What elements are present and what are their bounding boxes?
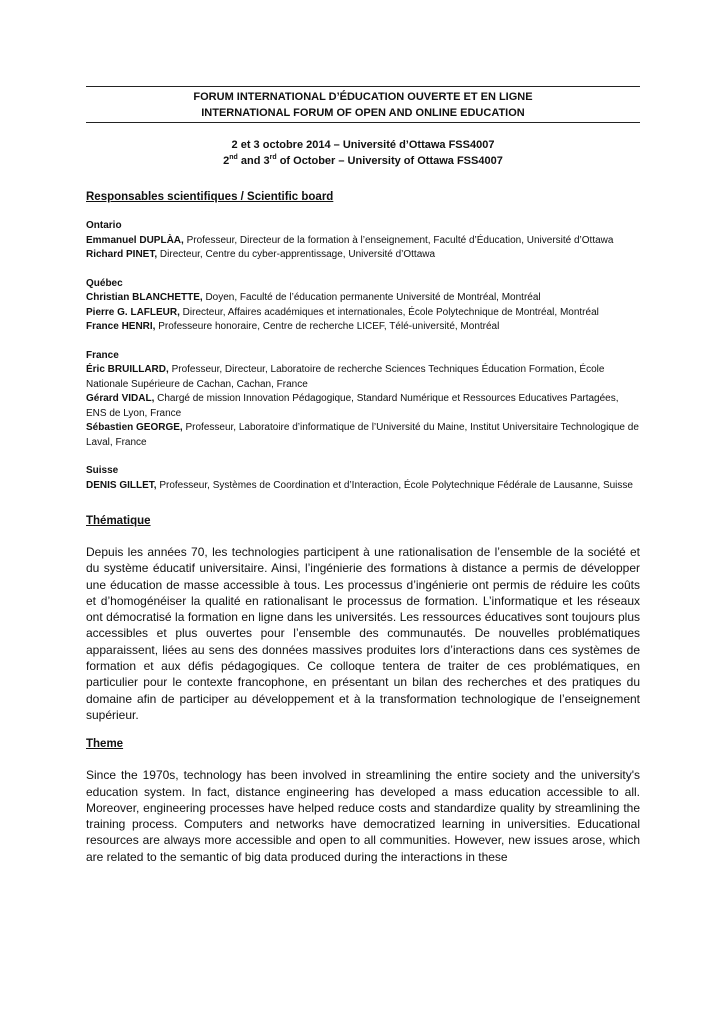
member-role: Directeur, Centre du cyber-apprentissage, Université d’Ottawa — [157, 249, 436, 260]
member-role: Directeur, Affaires académiques et internationales, École Polytechnique de Montréal, Montréal — [179, 306, 599, 318]
board-member — [86, 248, 640, 263]
member-name: Sébastien GEORGE, — [86, 422, 183, 433]
date-english — [86, 153, 640, 169]
date-day1: 2 — [223, 155, 230, 167]
date-and: and 3 — [237, 155, 270, 167]
document-page — [86, 86, 640, 865]
member-name: Pierre G. LAFLEUR, — [86, 306, 180, 318]
member-role: Professeur, Directeur, Laboratoire de recherche Sciences Techniques Éducation Formation, École Nationale Supérieure de Cachan, Cachan, France — [86, 364, 605, 390]
member-role: Professeur, Directeur de la formation à l’enseignement, Faculté d’Éducation, Université d’Ottawa — [183, 234, 614, 246]
member-role: Doyen, Faculté de l’éducation permanente Université de Montréal, Montréal — [202, 292, 541, 303]
member-name: Emmanuel DUPLÀA, — [86, 234, 184, 246]
date-french: 2 et 3 octobre 2014 – Université d’Ottawa FSS4007 — [231, 139, 495, 151]
member-role: Professeur, Systèmes de Coordination et d’Interaction, École Polytechnique Fédérale de Lausanne, Suisse — [156, 479, 633, 491]
thematique-paragraph: Depuis les années 70, les technologies participent à une rationalisation de l’ensemble de la société et du système éducatif universitaire. Ainsi, l’ingénierie des formations à distance a permis de développer une éducation de masse accessible à tous. Les processus d’ingénierie ont permis de réduire les coûts et d’homogénéiser la qualité en rationalisant le processus de formation. L’informatique et les réseaux ont démocratisé la formation en ligne dans les universités. Les ressources éducatives sont toujours plus accessibles et plus ouvertes pour l’ensemble des communautés. De nouvelles problématiques apparaissent, liées au sens des données massives produites lors d’interactions dans ces systèmes de formation et aux défis pédagogiques. Ce colloque tentera de traiter de ces problématiques, en particulier pour le contexte francophone, en présentant un bilan des recherches et des pratiques du domaine afin de participer au développement et à la transformation technologique de l’enseignement supérieur. — [86, 545, 640, 722]
thematique-heading: Thématique — [86, 515, 151, 527]
region-name: Québec — [86, 277, 123, 289]
member-name: Éric BRUILLARD, — [86, 364, 169, 375]
member-role: Chargé de mission Innovation Pédagogique, Standard Numérique et Ressources Educatives Partagées, ENS de Lyon, France — [86, 393, 619, 419]
document-title-block — [86, 86, 640, 123]
board-member — [86, 234, 640, 249]
board-member — [86, 421, 640, 450]
theme-heading: Theme — [86, 738, 124, 751]
region-name: Suisse — [86, 465, 119, 476]
member-name: France HENRI, — [86, 321, 156, 332]
member-name: Richard PINET, — [86, 249, 158, 260]
board-member — [86, 291, 640, 306]
region-quebec — [86, 277, 640, 335]
board-member — [86, 479, 640, 494]
board-member — [86, 306, 640, 321]
region-name: Ontario — [86, 220, 122, 231]
region-france — [86, 349, 640, 451]
title-french: FORUM INTERNATIONAL D’ÉDUCATION OUVERTE ET EN LIGNE — [193, 91, 533, 103]
board-heading: Responsables scientifiques / Scientific board — [86, 191, 334, 203]
date-suffix-rd: rd — [269, 154, 277, 161]
title-english: INTERNATIONAL FORUM OF OPEN AND ONLINE EDUCATION — [201, 107, 525, 119]
board-member — [86, 392, 640, 421]
region-ontario — [86, 219, 640, 263]
board-member — [86, 320, 640, 335]
member-role: Professeur, Laboratoire d’informatique de l’Université du Maine, Institut Universitaire Technologique de Laval, France — [86, 422, 639, 448]
member-name: Christian BLANCHETTE, — [86, 292, 203, 303]
date-suffix-nd: nd — [229, 154, 238, 161]
theme-paragraph: Since the 1970s, technology has been involved in streamlining the entire society and the university's education system. In fact, distance engineering has developed a mass education accessible to all. Moreover, engineering processes have helped reduce costs and standardize quality by streamlining the training process. Computers and networks have democratized learning in universities. Educational resources are always more accessible and open to all communities. However, new issues arose, which are related to the semantic of big data produced during the interactions in these — [86, 768, 640, 864]
region-suisse — [86, 464, 640, 493]
board-member — [86, 363, 640, 392]
date-rest: of October – University of Ottawa FSS4007 — [276, 155, 503, 167]
region-name: France — [86, 349, 119, 361]
event-dates — [86, 137, 640, 169]
member-name: DENIS GILLET, — [86, 479, 157, 491]
member-role: Professeure honoraire, Centre de recherche LICEF, Télé-université, Montréal — [155, 321, 500, 332]
member-name: Gérard VIDAL, — [86, 393, 155, 404]
